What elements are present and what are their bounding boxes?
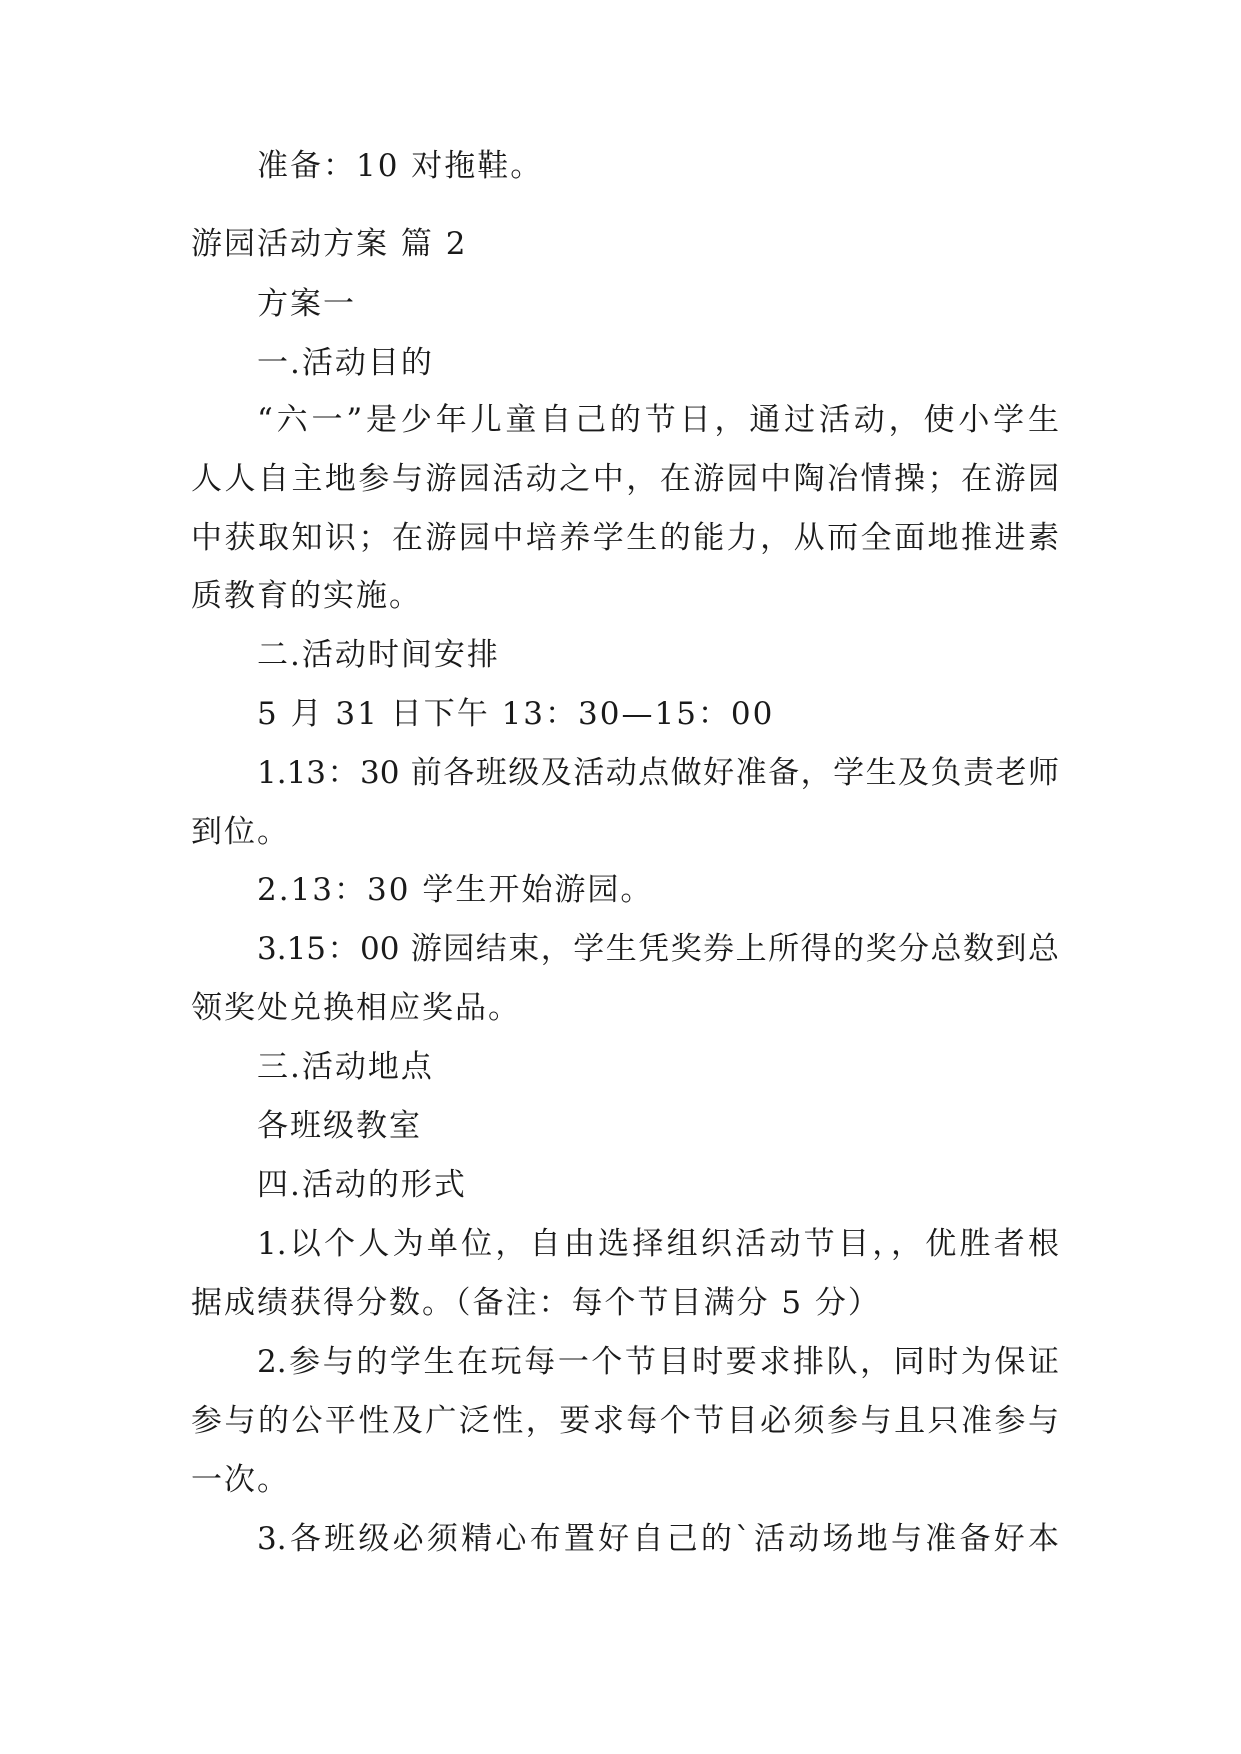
format-item: 1.以个人为单位，自由选择组织活动节目，，优胜者根 (257, 1226, 1059, 1262)
plan-heading: 方案一 (257, 286, 356, 322)
format-item: 参与的公平性及广泛性，要求每个节目必须参与且只准参与 (191, 1403, 1059, 1439)
schedule-item: 领奖处兑换相应奖品。 (191, 990, 521, 1026)
paragraph-line: 质教育的实施。 (191, 578, 422, 614)
schedule-item: 1.13：30 前各班级及活动点做好准备，学生及负责老师 (257, 755, 1059, 791)
format-item: 3.各班级必须精心布置好自己的`活动场地与准备好本 (257, 1521, 1059, 1557)
heading-schedule: 二.活动时间安排 (257, 637, 500, 673)
paragraph-line: “六一”是少年儿童自己的节日，通过活动，使小学生 (257, 402, 1059, 438)
format-item: 据成绩获得分数。（备注：每个节目满分 5 分） (191, 1285, 881, 1321)
schedule-time: 5 月 31 日下午 13：30—15：00 (257, 696, 775, 732)
heading-purpose: 一.活动目的 (257, 345, 434, 381)
schedule-item: 3.15：00 游园结束，学生凭奖券上所得的奖分总数到总 (257, 931, 1059, 967)
paragraph-line: 人人自主地参与游园活动之中，在游园中陶冶情操；在游园 (191, 461, 1059, 497)
format-item: 一次。 (191, 1462, 290, 1498)
format-item: 2.参与的学生在玩每一个节目时要求排队，同时为保证 (257, 1344, 1059, 1380)
text-line-prep: 准备：10 对拖鞋。 (257, 148, 544, 184)
heading-format: 四.活动的形式 (257, 1167, 467, 1203)
section-title: 游园活动方案 篇 2 (191, 226, 468, 262)
heading-location: 三.活动地点 (257, 1049, 434, 1085)
location-text: 各班级教室 (257, 1108, 422, 1144)
schedule-item: 到位。 (191, 814, 290, 850)
paragraph-line: 中获取知识；在游园中培养学生的能力，从而全面地推进素 (191, 520, 1059, 556)
schedule-item: 2.13：30 学生开始游园。 (257, 872, 654, 908)
